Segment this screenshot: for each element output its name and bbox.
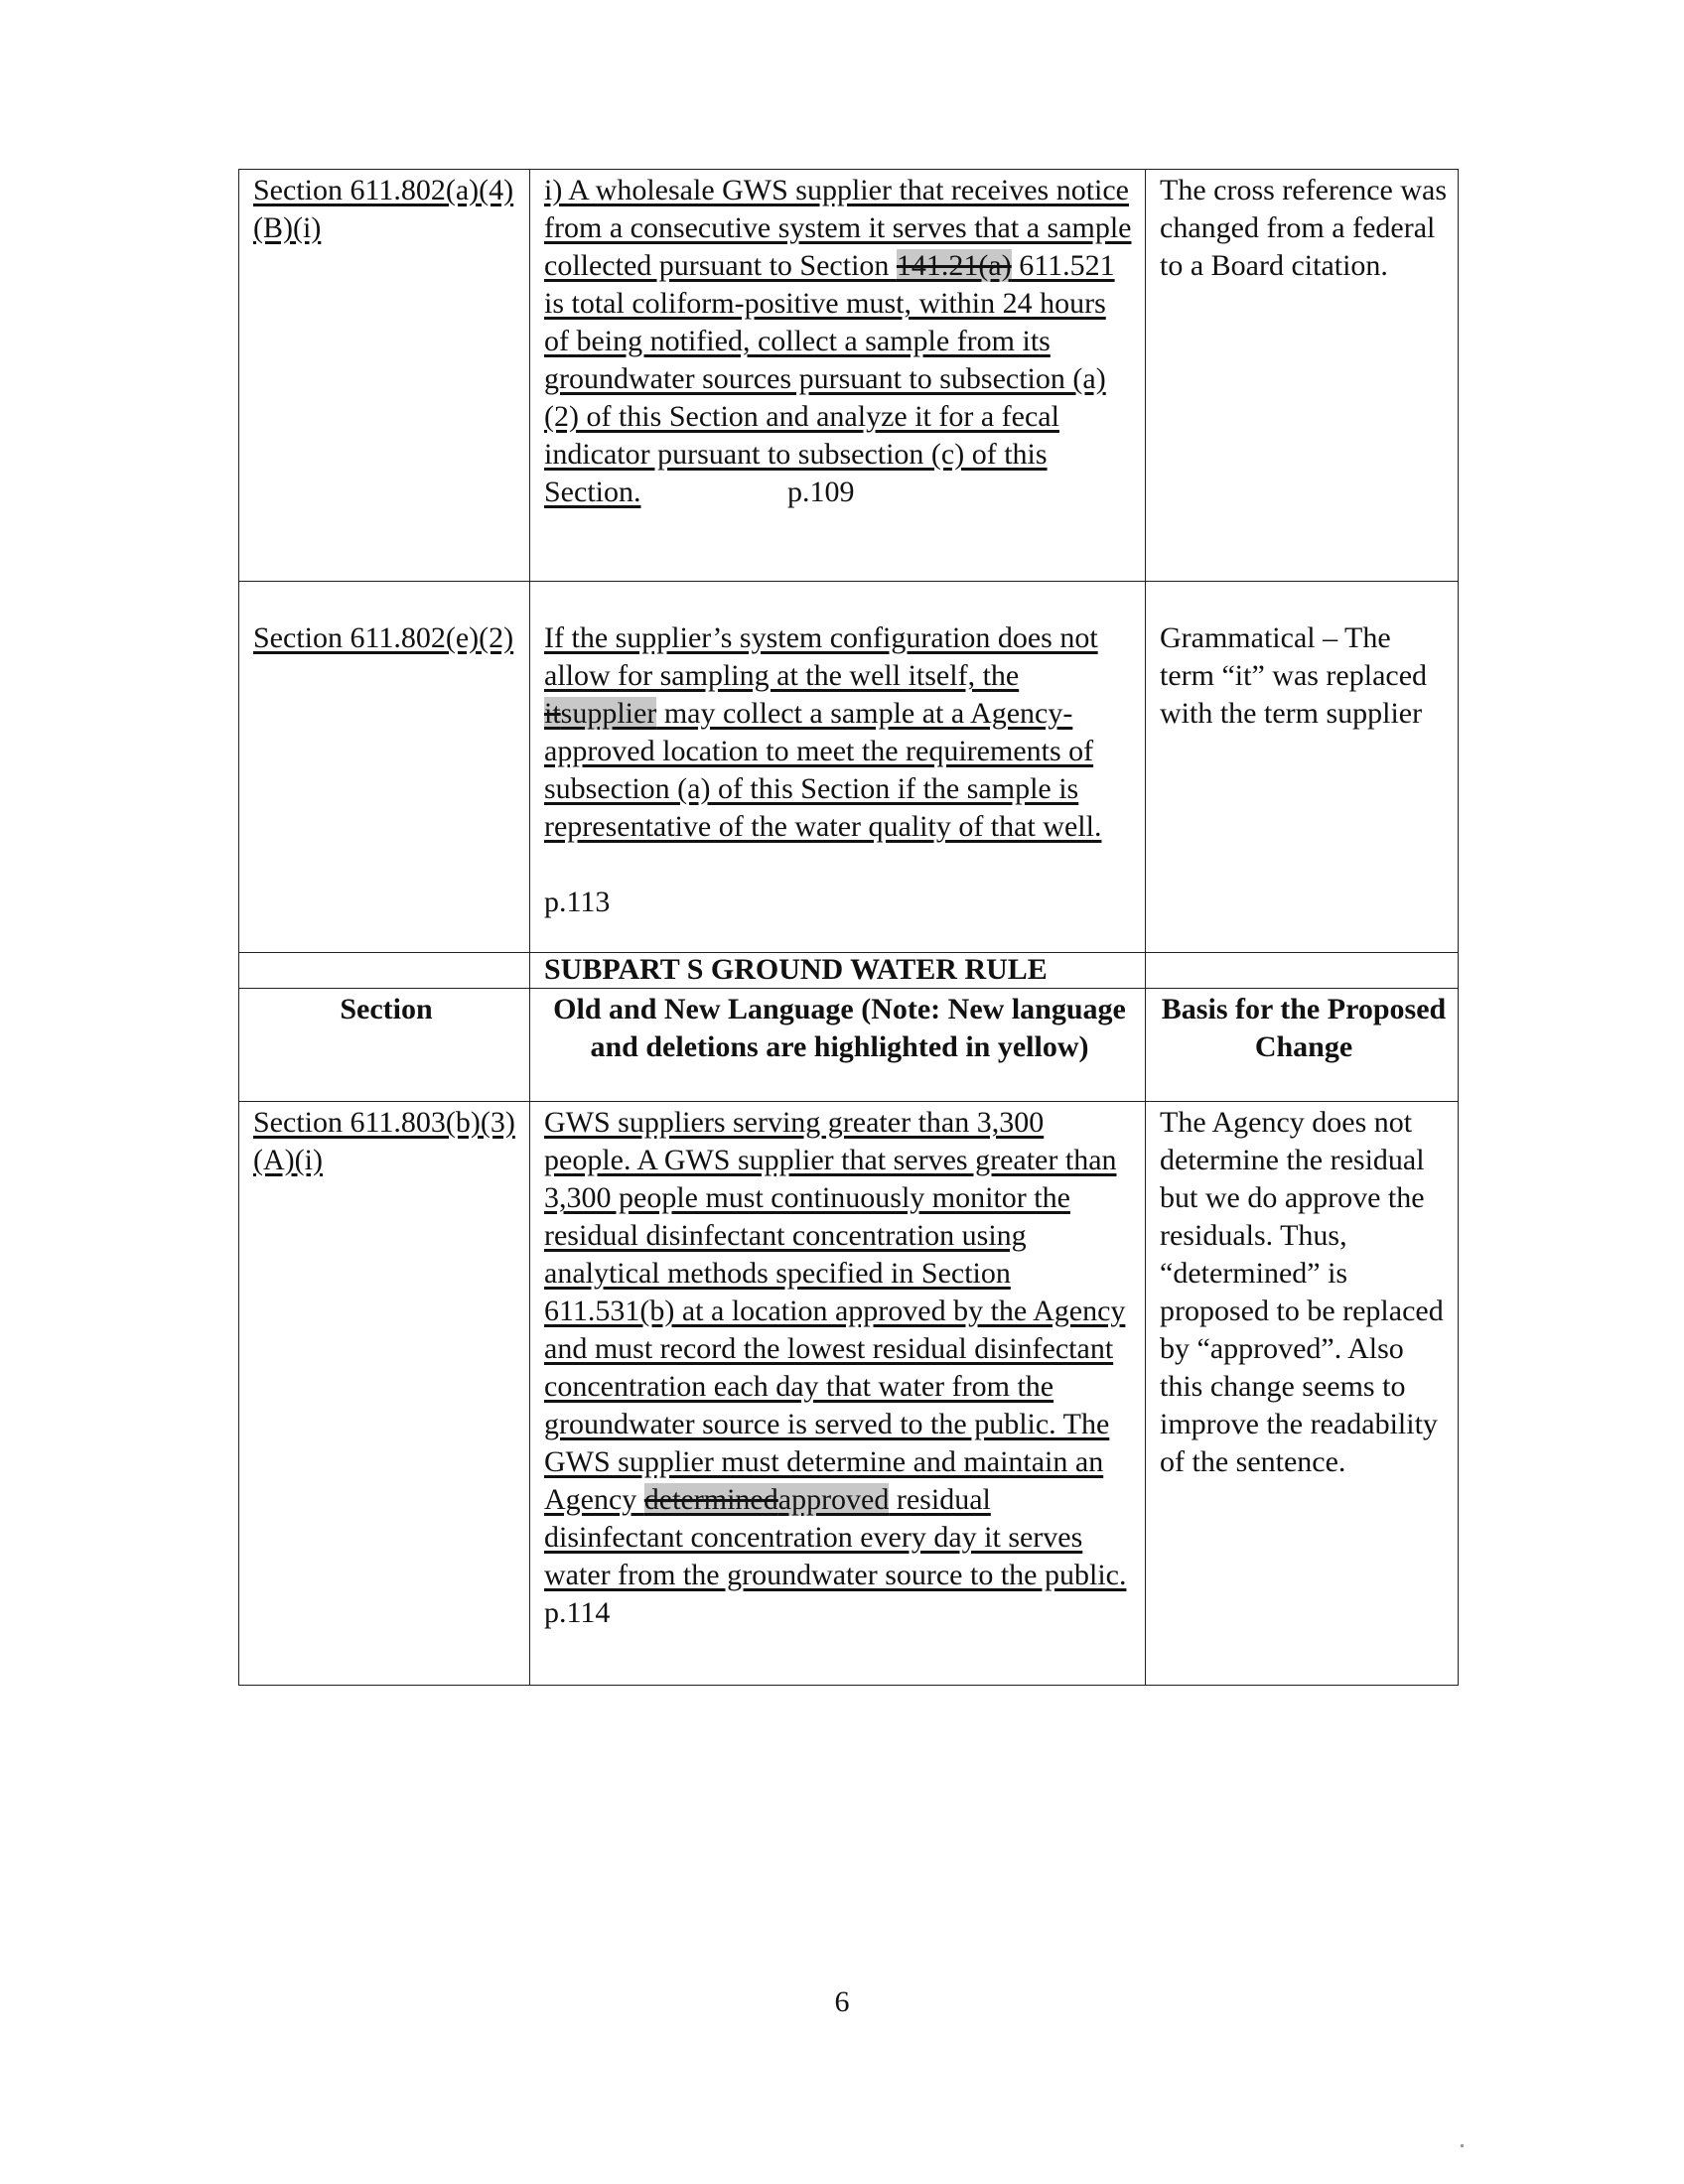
section-label: Section 611.803(b)(3)(A)(i) — [253, 1106, 515, 1176]
page-reference: p.113 — [544, 886, 611, 918]
regulation-table — [238, 169, 1459, 1686]
deleted-text: it — [544, 697, 561, 730]
basis-cell — [1146, 582, 1459, 953]
inserted-text: approved — [777, 1483, 890, 1516]
language-text: GWS suppliers serving greater than 3,300 people. A GWS supplier that serves greater than 3,300 people must continuously monitor the residual disinfectant concentration using analytical methods specified in Section 611.531(b) at a location approved by the Agency and must record the lowest residual disinfectant concentration each day that water from the groundwater source is served to the public. The GWS supplier must determine and maintain an Agency determinedapproved residual disinfectant concentration every day it serves water from the groundwater source to the public. — [544, 1106, 1127, 1591]
basis-cell — [1146, 1102, 1459, 1686]
subpart-title: SUBPART S GROUND WATER RULE — [530, 953, 1146, 989]
inserted-text: supplier — [560, 697, 657, 730]
deleted-text: determined — [643, 1483, 778, 1516]
subpart-row — [239, 953, 1459, 989]
language-cell — [530, 1102, 1146, 1686]
section-cell — [239, 1102, 530, 1686]
language-cell — [530, 170, 1146, 582]
section-label: Section 611.802(a)(4)(B)(i) — [253, 174, 514, 244]
table-row — [239, 1102, 1459, 1686]
section-cell — [239, 582, 530, 953]
header-row — [239, 989, 1459, 1102]
language-cell — [530, 582, 1146, 953]
page-reference: p.114 — [544, 1596, 611, 1629]
basis-text: Grammatical – The term “it” was replaced with the term supplier — [1160, 621, 1428, 730]
section-label: Section 611.802(e)(2) — [253, 621, 514, 654]
deleted-text: 141.21(a) — [896, 249, 1012, 282]
table-row — [239, 582, 1459, 953]
page-reference: p.109 — [787, 476, 855, 508]
basis-cell — [1146, 170, 1459, 582]
language-text: i) A wholesale GWS supplier that receives notice from a consecutive system it serves that a sample collected pursuant to Section 141.21(a) 611.521 is total coliform-positive must, within 24 hours of being notified, collect a sample from its groundwater sources pursuant to subsection (a)(2) of this Section and analyze it for a fecal indicator pursuant to subsection (c) of this Section. — [544, 174, 1132, 508]
page-number: 6 — [834, 1985, 850, 2018]
header-basis: Basis for the Proposed Change — [1146, 989, 1459, 1102]
basis-text: The Agency does not determine the residual but we do approve the residuals. Thus, “determined” is proposed to be replaced by “approved”. Also this change seems to improve the readability of the sentence. — [1160, 1106, 1444, 1478]
language-text: If the supplier’s system configuration does not allow for sampling at the well itself, the itsupplier may collect a sample at a Agency-approved location to meet the requirements of subsection (a) of this Section if the sample is representative of the water quality of that well. — [544, 621, 1102, 843]
scan-speck — [1461, 2144, 1464, 2147]
table-row — [239, 170, 1459, 582]
header-language: Old and New Language (Note: New language and deletions are highlighted in yellow) — [530, 989, 1146, 1102]
section-cell — [239, 170, 530, 582]
basis-text: The cross reference was changed from a federal to a Board citation. — [1160, 174, 1447, 282]
header-section: Section — [239, 989, 530, 1102]
